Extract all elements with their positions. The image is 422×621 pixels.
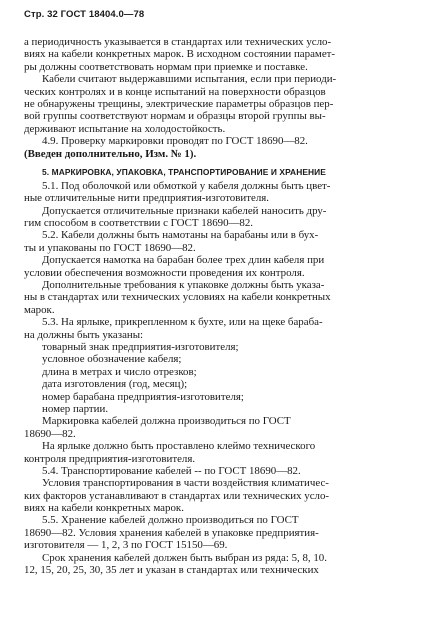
text-line: 5.5. Хранение кабелей должно производиться по ГОСТ: [42, 514, 299, 527]
text-line: Кабели считают выдержавшими испытания, если при периоди-: [42, 73, 337, 86]
text-line: виях на кабели конкретных марок.: [24, 502, 184, 515]
text-line: Дополнительные требования к упаковке должны быть указа-: [42, 279, 325, 292]
text-line: 5.2. Кабели должны быть намотаны на барабаны или в бух-: [42, 229, 319, 242]
text-line: номер барабана предприятия-изготовителя;: [42, 390, 244, 403]
text-line: Допускается отличительные признаки кабелей наносить дру-: [42, 204, 327, 217]
text-line: 5.1. Под оболочкой или обмоткой у кабеля должны быть цвет-: [42, 179, 331, 192]
text-line: Условия транспортирования в части воздействия климатичес-: [42, 477, 329, 490]
text-line: изготовителя — 1, 2, 3 по ГОСТ 15150—69.: [24, 539, 228, 552]
text-line: условии обеспечения возможности проведения их контроля.: [24, 266, 305, 279]
amendment-note: (Введен дополнительно, Изм. № 1).: [24, 147, 197, 160]
text-line: а периодичность указывается в стандартах или технических усло-: [24, 36, 332, 48]
text-line: не обнаружены трещины, электрические параметры образцов пер-: [24, 97, 334, 110]
text-line: вой группы соответствуют нормам и образцы второй группы вы-: [24, 110, 326, 123]
text-line: Маркировка кабелей должна производиться по ГОСТ: [42, 415, 291, 428]
text-line: ты и упакованы по ГОСТ 18690—82.: [24, 241, 196, 254]
text-line: товарный знак предприятия-изготовителя;: [42, 340, 239, 353]
text-line: 5.3. На ярлыке, прикрепленном к бухте, или на щеке бараба-: [42, 316, 323, 329]
text-line: марок.: [24, 303, 55, 316]
text-line: На ярлыке должно быть проставлено клеймо технического: [42, 440, 316, 453]
text-line: держивают испытание на холодостойкость.: [24, 122, 226, 135]
text-line: 4.9. Проверку маркировки проводят по ГОСТ 18690—82.: [42, 135, 308, 148]
text-line: 5.4. Транспортирование кабелей -- по ГОСТ 18690—82.: [42, 464, 301, 477]
text-line: номер партии.: [42, 402, 109, 415]
text-line: Срок хранения кабелей должен быть выбран из ряда: 5, 8, 10.: [42, 551, 327, 564]
document-body: [24, 36, 398, 576]
text-line: Допускается намотка на барабан более трех длин кабеля при: [42, 254, 325, 267]
text-line: виях на кабели конкретных марок. В исходном состоянии парамет-: [24, 48, 336, 61]
text-line: ких факторов устанавливают в стандартах или технических усло-: [24, 489, 330, 502]
page-header: Стр. 32 ГОСТ 18404.0—78: [24, 9, 145, 20]
text-line: гим способом в соответствии с ГОСТ 18690—82.: [24, 217, 254, 230]
text-line: ческих контролях и в конце испытаний на поверхности образцов: [24, 85, 326, 98]
text-line: на должны быть указаны:: [24, 328, 144, 341]
text-line: ры должны соответствовать нормам при приемке и поставке.: [24, 60, 308, 73]
text-line: контроля предприятия-изготовителя.: [24, 452, 196, 465]
text-line: 18690—82.: [24, 427, 76, 440]
text-line: условное обозначение кабеля;: [42, 353, 182, 366]
text-line: 12, 15, 20, 25, 30, 35 лет и указан в стандартах или технических: [24, 564, 319, 577]
text-line: ны в стандартах или технических условиях на кабели конкретных: [24, 291, 331, 304]
text-line: длина в метрах и число отрезков;: [42, 365, 197, 378]
text-line: дата изготовления (год, месяц);: [42, 378, 188, 391]
text-line: ные отличительные нити предприятия-изготовителя.: [24, 192, 269, 205]
section-heading: 5. МАРКИРОВКА, УПАКОВКА, ТРАНСПОРТИРОВАНИЕ И ХРАНЕНИЕ: [42, 166, 326, 177]
text-line: 18690—82. Условия хранения кабелей в упаковке предприятия-: [24, 526, 319, 539]
